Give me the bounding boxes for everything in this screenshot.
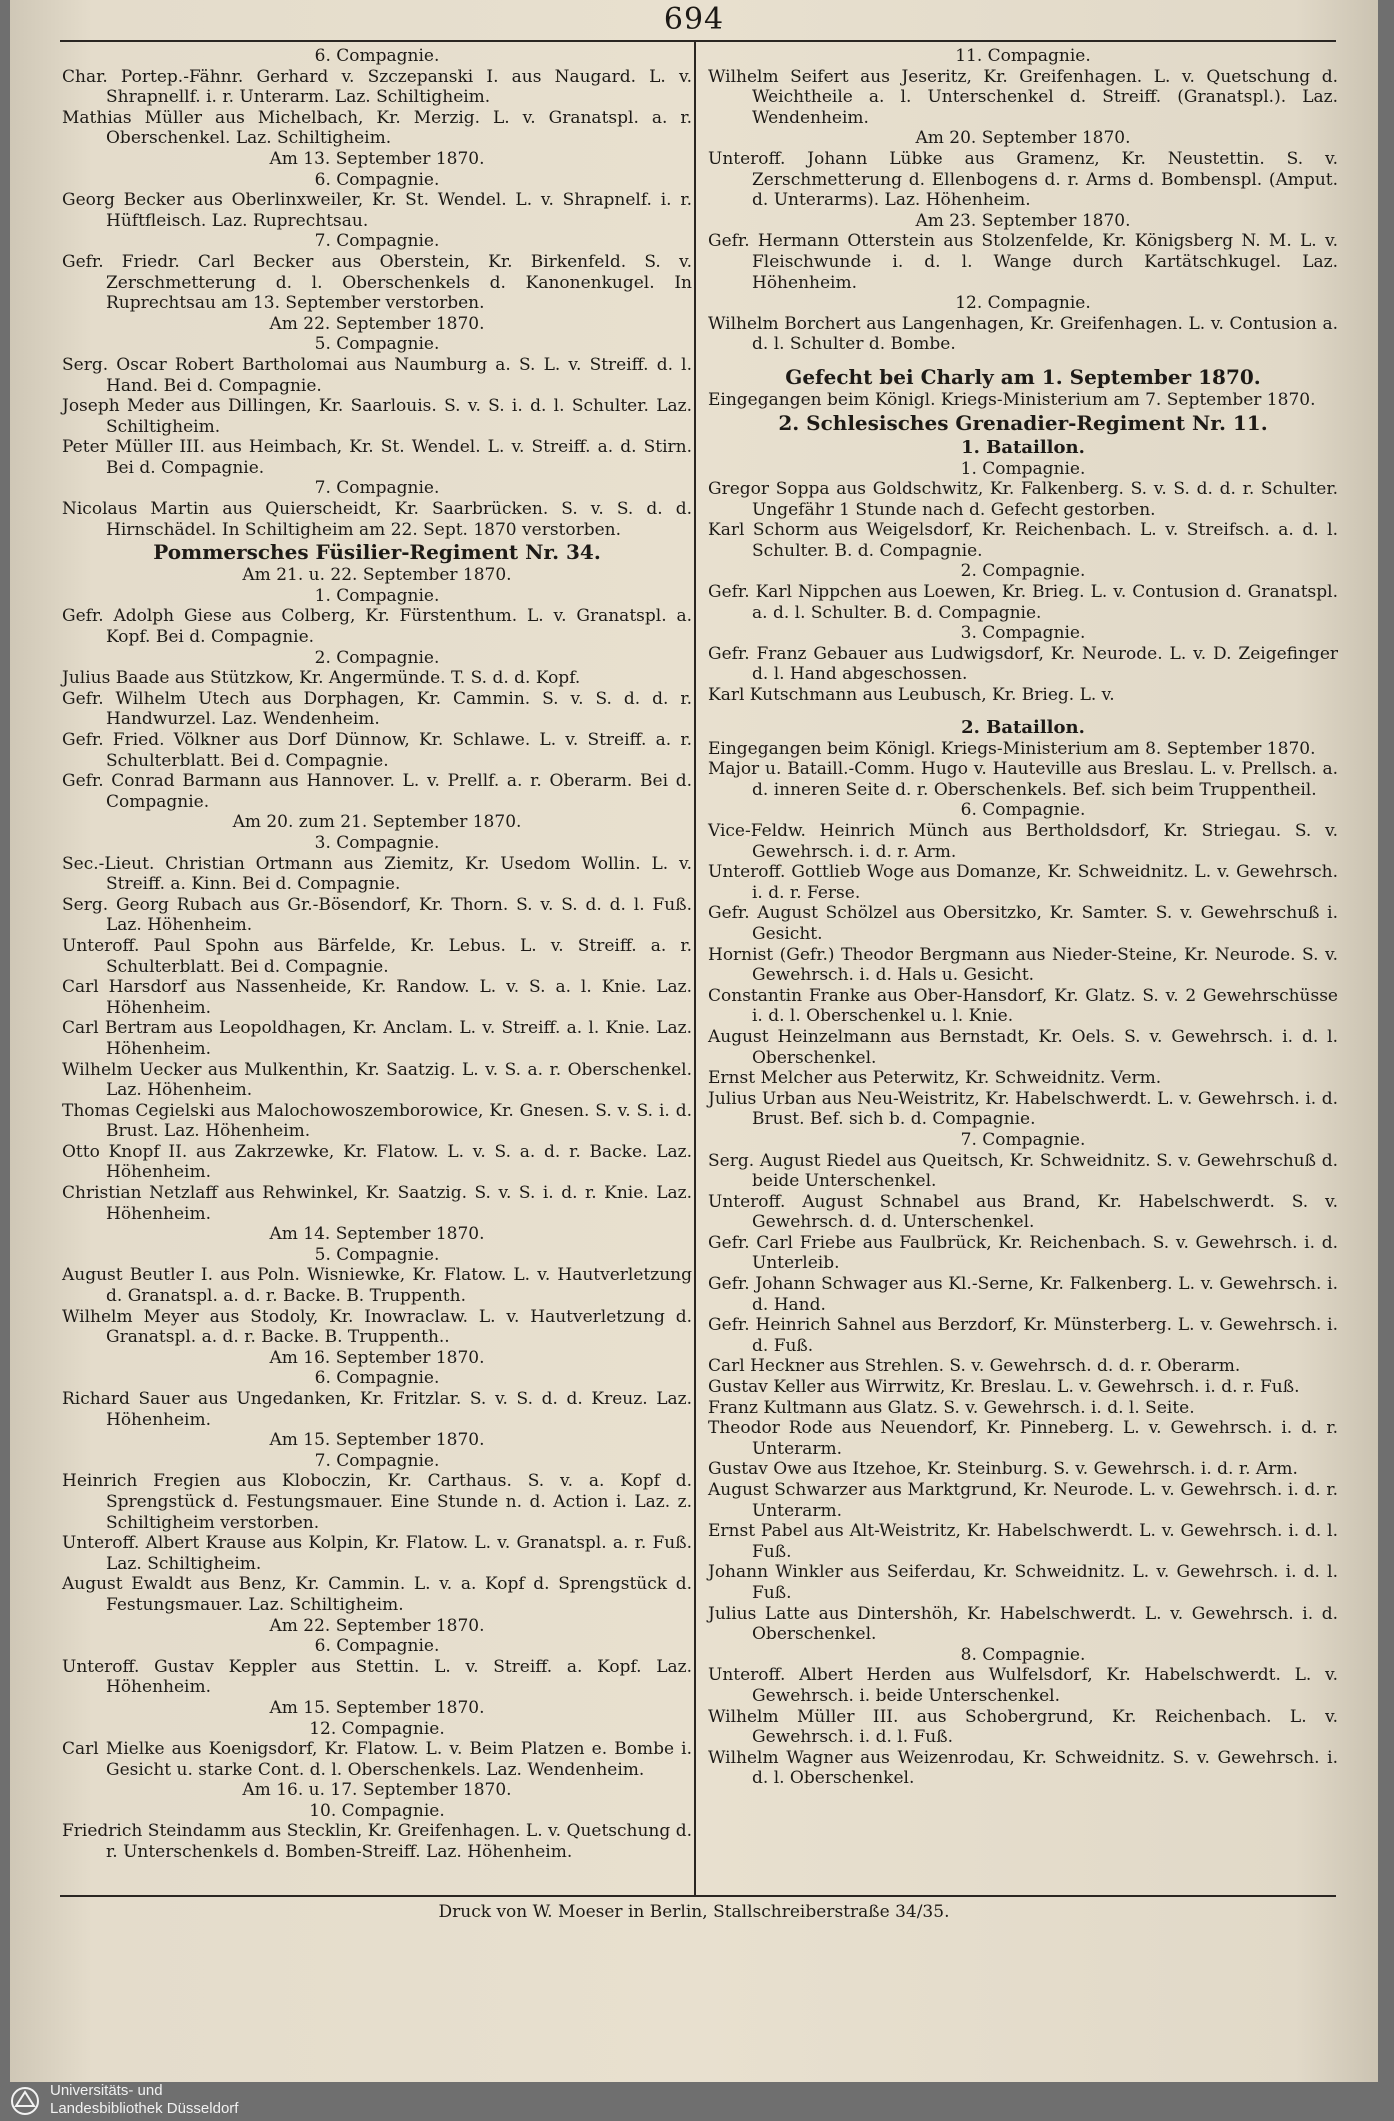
casualty-entry: Wilhelm Müller III. aus Schobergrund, Kr. Reichenbach. L. v. Gewehrsch. i. d. l. Fuß. (708, 1706, 1338, 1748)
casualty-entry: Unteroff. Paul Spohn aus Bärfelde, Kr. Lebus. L. v. Streiff. a. r. Schulterblatt. Bei d. Compagnie. (62, 935, 692, 977)
casualty-entry: Peter Müller III. aus Heimbach, Kr. St. Wendel. L. v. Streiff. a. d. Stirn. Bei d. Compagnie. (62, 437, 692, 478)
casualty-entry: Otto Knopf II. aus Zakrzewke, Kr. Flatow. L. v. S. a. d. r. Backe. Laz. Höhenheim. (62, 1141, 692, 1183)
casualty-entry: Unteroff. August Schnabel aus Brand, Kr. Habelschwerdt. S. v. Gewehrsch. d. d. Unterschenkel. (708, 1191, 1338, 1233)
casualty-entry: Vice-Feldw. Heinrich Münch aus Bertholdsdorf, Kr. Striegau. S. v. Gewehrsch. i. d. r. Arm. (708, 821, 1338, 862)
section-label: 10. Compagnie. (309, 1800, 445, 1821)
casualty-entry: Gustav Owe aus Itzehoe, Kr. Steinburg. S. v. Gewehrsch. i. d. r. Arm. (708, 1459, 1298, 1480)
spacer (708, 706, 1338, 716)
section-label: 12. Compagnie. (309, 1718, 445, 1739)
casualty-entry: Georg Becker aus Oberlinxweiler, Kr. St. Wendel. L. v. Shrapnelf. i. r. Hüftfleisch. Laz. Ruprechtsau. (62, 190, 692, 231)
section-label: 12. Compagnie. (955, 293, 1091, 314)
casualty-entry: August Heinzelmann aus Bernstadt, Kr. Oels. S. v. Gewehrsch. i. d. l. Oberschenkel. (708, 1026, 1338, 1068)
regiment-heading: 2. Schlesisches Grenadier-Regiment Nr. 11. (778, 410, 1268, 435)
casualty-entry: August Schwarzer aus Marktgrund, Kr. Neurode. L. v. Gewehrsch. i. d. r. Unterarm. (708, 1480, 1338, 1521)
left-column (62, 46, 692, 1863)
regiment-heading: Pommersches Füsilier-Regiment Nr. 34. (153, 540, 601, 565)
section-label: Am 14. September 1870. (269, 1224, 485, 1245)
casualty-entry: Gefr. Wilhelm Utech aus Dorphagen, Kr. Cammin. S. v. S. d. d. r. Handwurzel. Laz. Wendenheim. (62, 688, 692, 730)
casualty-entry: Joseph Meder aus Dillingen, Kr. Saarlouis. S. v. S. i. d. l. Schulter. Laz. Schiltigheim. (62, 396, 692, 437)
casualty-entry: Ernst Pabel aus Alt-Weistritz, Kr. Habelschwerdt. L. v. Gewehrsch. i. d. l. Fuß. (708, 1521, 1338, 1562)
section-label: 5. Compagnie. (314, 1244, 440, 1265)
casualty-entry: Gustav Keller aus Wirrwitz, Kr. Breslau. L. v. Gewehrsch. i. d. r. Fuß. (708, 1377, 1300, 1398)
bottom-rule (60, 1895, 1336, 1897)
casualty-entry: Wilhelm Meyer aus Stodoly, Kr. Inowraclaw. L. v. Hautverletzung d. Granatspl. a. d. r. Backe. B. Truppenth.. (62, 1306, 692, 1348)
dispatch-note: Eingegangen beim Königl. Kriegs-Ministerium am 8. September 1870. (708, 738, 1316, 759)
casualty-entry: Gefr. Fried. Völkner aus Dorf Dünnow, Kr. Schlawe. L. v. Streiff. a. r. Schulterblatt. Bei d. Compagnie. (62, 730, 692, 771)
casualty-entry: Gefr. Karl Nippchen aus Loewen, Kr. Brieg. L. v. Contusion d. Granatspl. a. d. l. Schulter. B. d. Compagnie. (708, 582, 1338, 623)
casualty-entry: Friedrich Steindamm aus Stecklin, Kr. Greifenhagen. L. v. Quetschung d. r. Unterschenkels d. Bomben-Streiff. Laz. Höhenheim. (62, 1821, 692, 1863)
casualty-entry: Gefr. Franz Gebauer aus Ludwigsdorf, Kr. Neurode. L. v. D. Zeigefinger d. l. Hand abgeschossen. (708, 643, 1338, 685)
column-divider (694, 40, 696, 1895)
section-label: Am 22. September 1870. (269, 313, 485, 334)
casualty-entry: Char. Portep.-Fähnr. Gerhard v. Szczepanski I. aus Naugard. L. v. Shrapnellf. i. r. Unterarm. Laz. Schiltigheim. (62, 66, 692, 108)
casualty-entry: Constantin Franke aus Ober-Hansdorf, Kr. Glatz. S. v. 2 Gewehrschüsse i. d. l. Oberschenkel u. l. Knie. (708, 985, 1338, 1027)
casualty-entry: Gefr. Johann Schwager aus Kl.-Serne, Kr. Falkenberg. L. v. Gewehrsch. i. d. Hand. (708, 1274, 1338, 1315)
page-number: 694 (663, 2, 725, 37)
section-label: Am 20. zum 21. September 1870. (232, 812, 522, 833)
section-label: 6. Compagnie. (314, 1636, 440, 1657)
casualty-entry: Unteroff. Albert Krause aus Kolpin, Kr. Flatow. L. v. Granatspl. a. r. Fuß. Laz. Schiltigheim. (62, 1533, 692, 1574)
casualty-entry: Serg. Oscar Robert Bartholomai aus Naumburg a. S. L. v. Streiff. d. l. Hand. Bei d. Compagnie. (62, 354, 692, 396)
casualty-entry: Gefr. Conrad Barmann aus Hannover. L. v. Prellf. a. r. Oberarm. Bei d. Compagnie. (62, 771, 692, 812)
section-label: Am 23. September 1870. (915, 210, 1131, 231)
casualty-entry: Gefr. Heinrich Sahnel aus Berzdorf, Kr. Münsterberg. L. v. Gewehrsch. i. d. Fuß. (708, 1315, 1338, 1356)
section-label: Am 22. September 1870. (269, 1615, 485, 1636)
casualty-entry: Major u. Bataill.-Comm. Hugo v. Hauteville aus Breslau. L. v. Prellsch. a. d. inneren Seite d. r. Oberschenkels. Bef. sich beim Truppentheil. (708, 759, 1338, 800)
paper-sheet (10, 0, 1378, 2082)
casualty-entry: Wilhelm Seifert aus Jeseritz, Kr. Greifenhagen. L. v. Quetschung d. Weichtheile a. l. Unterschenkel d. Streiff. (Granatspl.). Laz. Wendenheim. (708, 66, 1338, 128)
casualty-entry: Julius Baade aus Stützkow, Kr. Angermünde. T. S. d. d. Kopf. (62, 668, 581, 689)
casualty-entry: Karl Kutschmann aus Leubusch, Kr. Brieg. L. v. (708, 685, 1115, 706)
casualty-entry: Carl Mielke aus Koenigsdorf, Kr. Flatow. L. v. Beim Platzen e. Bombe i. Gesicht u. starke Cont. d. l. Oberschenkels. Laz. Wendenheim. (62, 1739, 692, 1780)
section-label: 7. Compagnie. (314, 478, 440, 499)
casualty-entry: Unteroff. Albert Herden aus Wulfelsdorf, Kr. Habelschwerdt. L. v. Gewehrsch. i. beide Unterschenkel. (708, 1665, 1338, 1706)
section-label: Am 15. September 1870. (269, 1430, 485, 1451)
casualty-entry: Gefr. Adolph Giese aus Colberg, Kr. Fürstenthum. L. v. Granatspl. a. Kopf. Bei d. Compagnie. (62, 606, 692, 648)
section-label: 7. Compagnie. (960, 1129, 1086, 1150)
casualty-entry: Carl Harsdorf aus Nassenheide, Kr. Randow. L. v. S. a. l. Knie. Laz. Höhenheim. (62, 977, 692, 1018)
regiment-heading: Gefecht bei Charly am 1. September 1870. (785, 364, 1261, 389)
casualty-entry: Unteroff. Gottlieb Woge aus Domanze, Kr. Schweidnitz. L. v. Gewehrsch. i. d. r. Ferse. (708, 862, 1338, 903)
section-label: 6. Compagnie. (314, 46, 440, 66)
casualty-entry: Serg. August Riedel aus Queitsch, Kr. Schweidnitz. S. v. Gewehrschuß d. beide Unterschenkel. (708, 1150, 1338, 1192)
dispatch-note: Eingegangen beim Königl. Kriegs-Ministerium am 7. September 1870. (708, 389, 1316, 410)
section-label: 3. Compagnie. (960, 623, 1086, 644)
section-label: Am 21. u. 22. September 1870. (242, 565, 512, 586)
casualty-entry: Julius Urban aus Neu-Weistritz, Kr. Habelschwerdt. L. v. Gewehrsch. i. d. Brust. Bef. sich b. d. Compagnie. (708, 1088, 1338, 1130)
section-label: 3. Compagnie. (314, 832, 440, 853)
casualty-entry: Nicolaus Martin aus Quierscheidt, Kr. Saarbrücken. S. v. S. d. d. Hirnschädel. In Schiltigheim am 22. Sept. 1870 verstorben. (62, 499, 692, 540)
casualty-entry: Heinrich Fregien aus Kloboczin, Kr. Carthaus. S. v. a. Kopf d. Sprengstück d. Festungsmauer. Eine Stunde n. d. Action i. Laz. z. Schiltigheim verstorben. (62, 1471, 692, 1533)
section-label: Am 13. September 1870. (269, 148, 485, 169)
casualty-entry: Hornist (Gefr.) Theodor Bergmann aus Nieder-Steine, Kr. Neurode. S. v. Gewehrsch. i. d. Hals u. Gesicht. (708, 944, 1338, 986)
casualty-entry: August Beutler I. aus Poln. Wisniewke, Kr. Flatow. L. v. Hautverletzung d. Granatspl. a. d. r. Backe. B. Truppenth. (62, 1265, 692, 1307)
casualty-entry: Christian Netzlaff aus Rehwinkel, Kr. Saatzig. S. v. S. i. d. r. Knie. Laz. Höhenheim. (62, 1183, 692, 1224)
casualty-entry: Unteroff. Johann Lübke aus Gramenz, Kr. Neustettin. S. v. Zerschmetterung d. Ellenbogens d. r. Arms d. Bombenspl. (Amput. d. Unterarms). Laz. Höhenheim. (708, 148, 1338, 211)
printer-imprint: Druck von W. Moeser in Berlin, Stallschreiberstraße 34/35. (438, 1902, 950, 1922)
casualty-entry: Gefr. Hermann Otterstein aus Stolzenfelde, Kr. Königsberg N. M. L. v. Fleischwunde i. d. l. Wange durch Kartätschkugel. Laz. Höhenheim. (708, 231, 1338, 293)
casualty-entry: Wilhelm Uecker aus Mulkenthin, Kr. Saatzig. L. v. S. a. r. Oberschenkel. Laz. Höhenheim. (62, 1059, 692, 1101)
library-name (50, 2082, 238, 2118)
casualty-entry: Gefr. August Schölzel aus Obersitzko, Kr. Samter. S. v. Gewehrschuß i. Gesicht. (708, 903, 1338, 944)
section-label: 6. Compagnie. (960, 800, 1086, 821)
casualty-entry: Carl Heckner aus Strehlen. S. v. Gewehrsch. d. d. r. Oberarm. (708, 1356, 1241, 1377)
casualty-entry: Karl Schorm aus Weigelsdorf, Kr. Reichenbach. L. v. Streifsch. a. d. l. Schulter. B. d. Compagnie. (708, 520, 1338, 561)
casualty-entry: Wilhelm Wagner aus Weizenrodau, Kr. Schweidnitz. S. v. Gewehrsch. i. d. l. Oberschenkel. (708, 1747, 1338, 1789)
section-label: 1. Compagnie. (314, 585, 440, 606)
section-label: 6. Compagnie. (314, 1368, 440, 1389)
section-label: 2. Compagnie. (314, 647, 440, 668)
section-label: 1. Compagnie. (960, 458, 1086, 479)
spacer (708, 355, 1338, 365)
casualty-entry: Wilhelm Borchert aus Langenhagen, Kr. Greifenhagen. L. v. Contusion a. d. l. Schulter d. Bombe. (708, 313, 1338, 355)
casualty-entry: Theodor Rode aus Neuendorf, Kr. Pinneberg. L. v. Gewehrsch. i. d. r. Unterarm. (708, 1418, 1338, 1459)
casualty-entry: Serg. Georg Rubach aus Gr.-Bösendorf, Kr. Thorn. S. v. S. d. d. l. Fuß. Laz. Höhenheim. (62, 894, 692, 936)
section-label: 7. Compagnie. (314, 1450, 440, 1471)
casualty-entry: Gefr. Friedr. Carl Becker aus Oberstein, Kr. Birkenfeld. S. v. Zerschmetterung d. l. Oberschenkels d. Kanonenkugel. In Ruprechtsau am 13. September verstorben. (62, 251, 692, 314)
section-label: 11. Compagnie. (955, 46, 1091, 66)
section-label: 6. Compagnie. (314, 169, 440, 190)
section-label: Am 20. September 1870. (915, 128, 1131, 149)
section-label: Am 15. September 1870. (269, 1697, 485, 1718)
casualty-entry: Julius Latte aus Dintershöh, Kr. Habelschwerdt. L. v. Gewehrsch. i. d. Oberschenkel. (708, 1603, 1338, 1645)
casualty-entry: Mathias Müller aus Michelbach, Kr. Merzig. L. v. Granatspl. a. r. Oberschenkel. Laz. Schiltigheim. (62, 107, 692, 149)
battalion-heading: 2. Bataillon. (961, 716, 1085, 738)
casualty-entry: August Ewaldt aus Benz, Kr. Cammin. L. v. a. Kopf d. Sprengstück d. Festungsmauer. Laz. Schiltigheim. (62, 1574, 692, 1615)
section-label: 8. Compagnie. (960, 1644, 1086, 1665)
library-name-line2: Landesbibliothek Düsseldorf (50, 2100, 239, 2117)
section-label: 7. Compagnie. (314, 231, 440, 252)
section-label: 5. Compagnie. (314, 334, 440, 355)
casualty-entry: Unteroff. Gustav Keppler aus Stettin. L. v. Streiff. a. Kopf. Laz. Höhenheim. (62, 1656, 692, 1698)
section-label: Am 16. September 1870. (269, 1347, 485, 1368)
casualty-entry: Johann Winkler aus Seiferdau, Kr. Schweidnitz. L. v. Gewehrsch. i. d. l. Fuß. (708, 1562, 1338, 1603)
casualty-entry: Carl Bertram aus Leopoldhagen, Kr. Anclam. L. v. Streiff. a. l. Knie. Laz. Höhenheim. (62, 1018, 692, 1059)
section-label: 2. Compagnie. (960, 561, 1086, 582)
library-name-line1: Universitäts- und (50, 2082, 163, 2099)
casualty-entry: Sec.-Lieut. Christian Ortmann aus Ziemitz, Kr. Usedom Wollin. L. v. Streiff. a. Kinn. Bei d. Compagnie. (62, 853, 692, 895)
section-label: Am 16. u. 17. September 1870. (242, 1780, 512, 1801)
casualty-entry: Thomas Cegielski aus Malochowoszemborowice, Kr. Gnesen. S. v. S. i. d. Brust. Laz. Höhenheim. (62, 1100, 692, 1142)
top-rule (60, 40, 1336, 42)
casualty-entry: Ernst Melcher aus Peterwitz, Kr. Schweidnitz. Verm. (708, 1068, 1162, 1089)
library-logo-icon (8, 2086, 42, 2116)
casualty-entry: Richard Sauer aus Ungedanken, Kr. Fritzlar. S. v. S. d. d. Kreuz. Laz. Höhenheim. (62, 1389, 692, 1430)
casualty-entry: Gefr. Carl Friebe aus Faulbrück, Kr. Reichenbach. S. v. Gewehrsch. i. d. Unterleib. (708, 1232, 1338, 1274)
casualty-entry: Gregor Soppa aus Goldschwitz, Kr. Falkenberg. S. v. S. d. d. r. Schulter. Ungefähr 1 Stunde nach d. Gefecht gestorben. (708, 479, 1338, 520)
right-column (708, 46, 1338, 1789)
battalion-heading: 1. Bataillon. (961, 436, 1085, 458)
casualty-entry: Franz Kultmann aus Glatz. S. v. Gewehrsch. i. d. l. Seite. (708, 1397, 1195, 1418)
